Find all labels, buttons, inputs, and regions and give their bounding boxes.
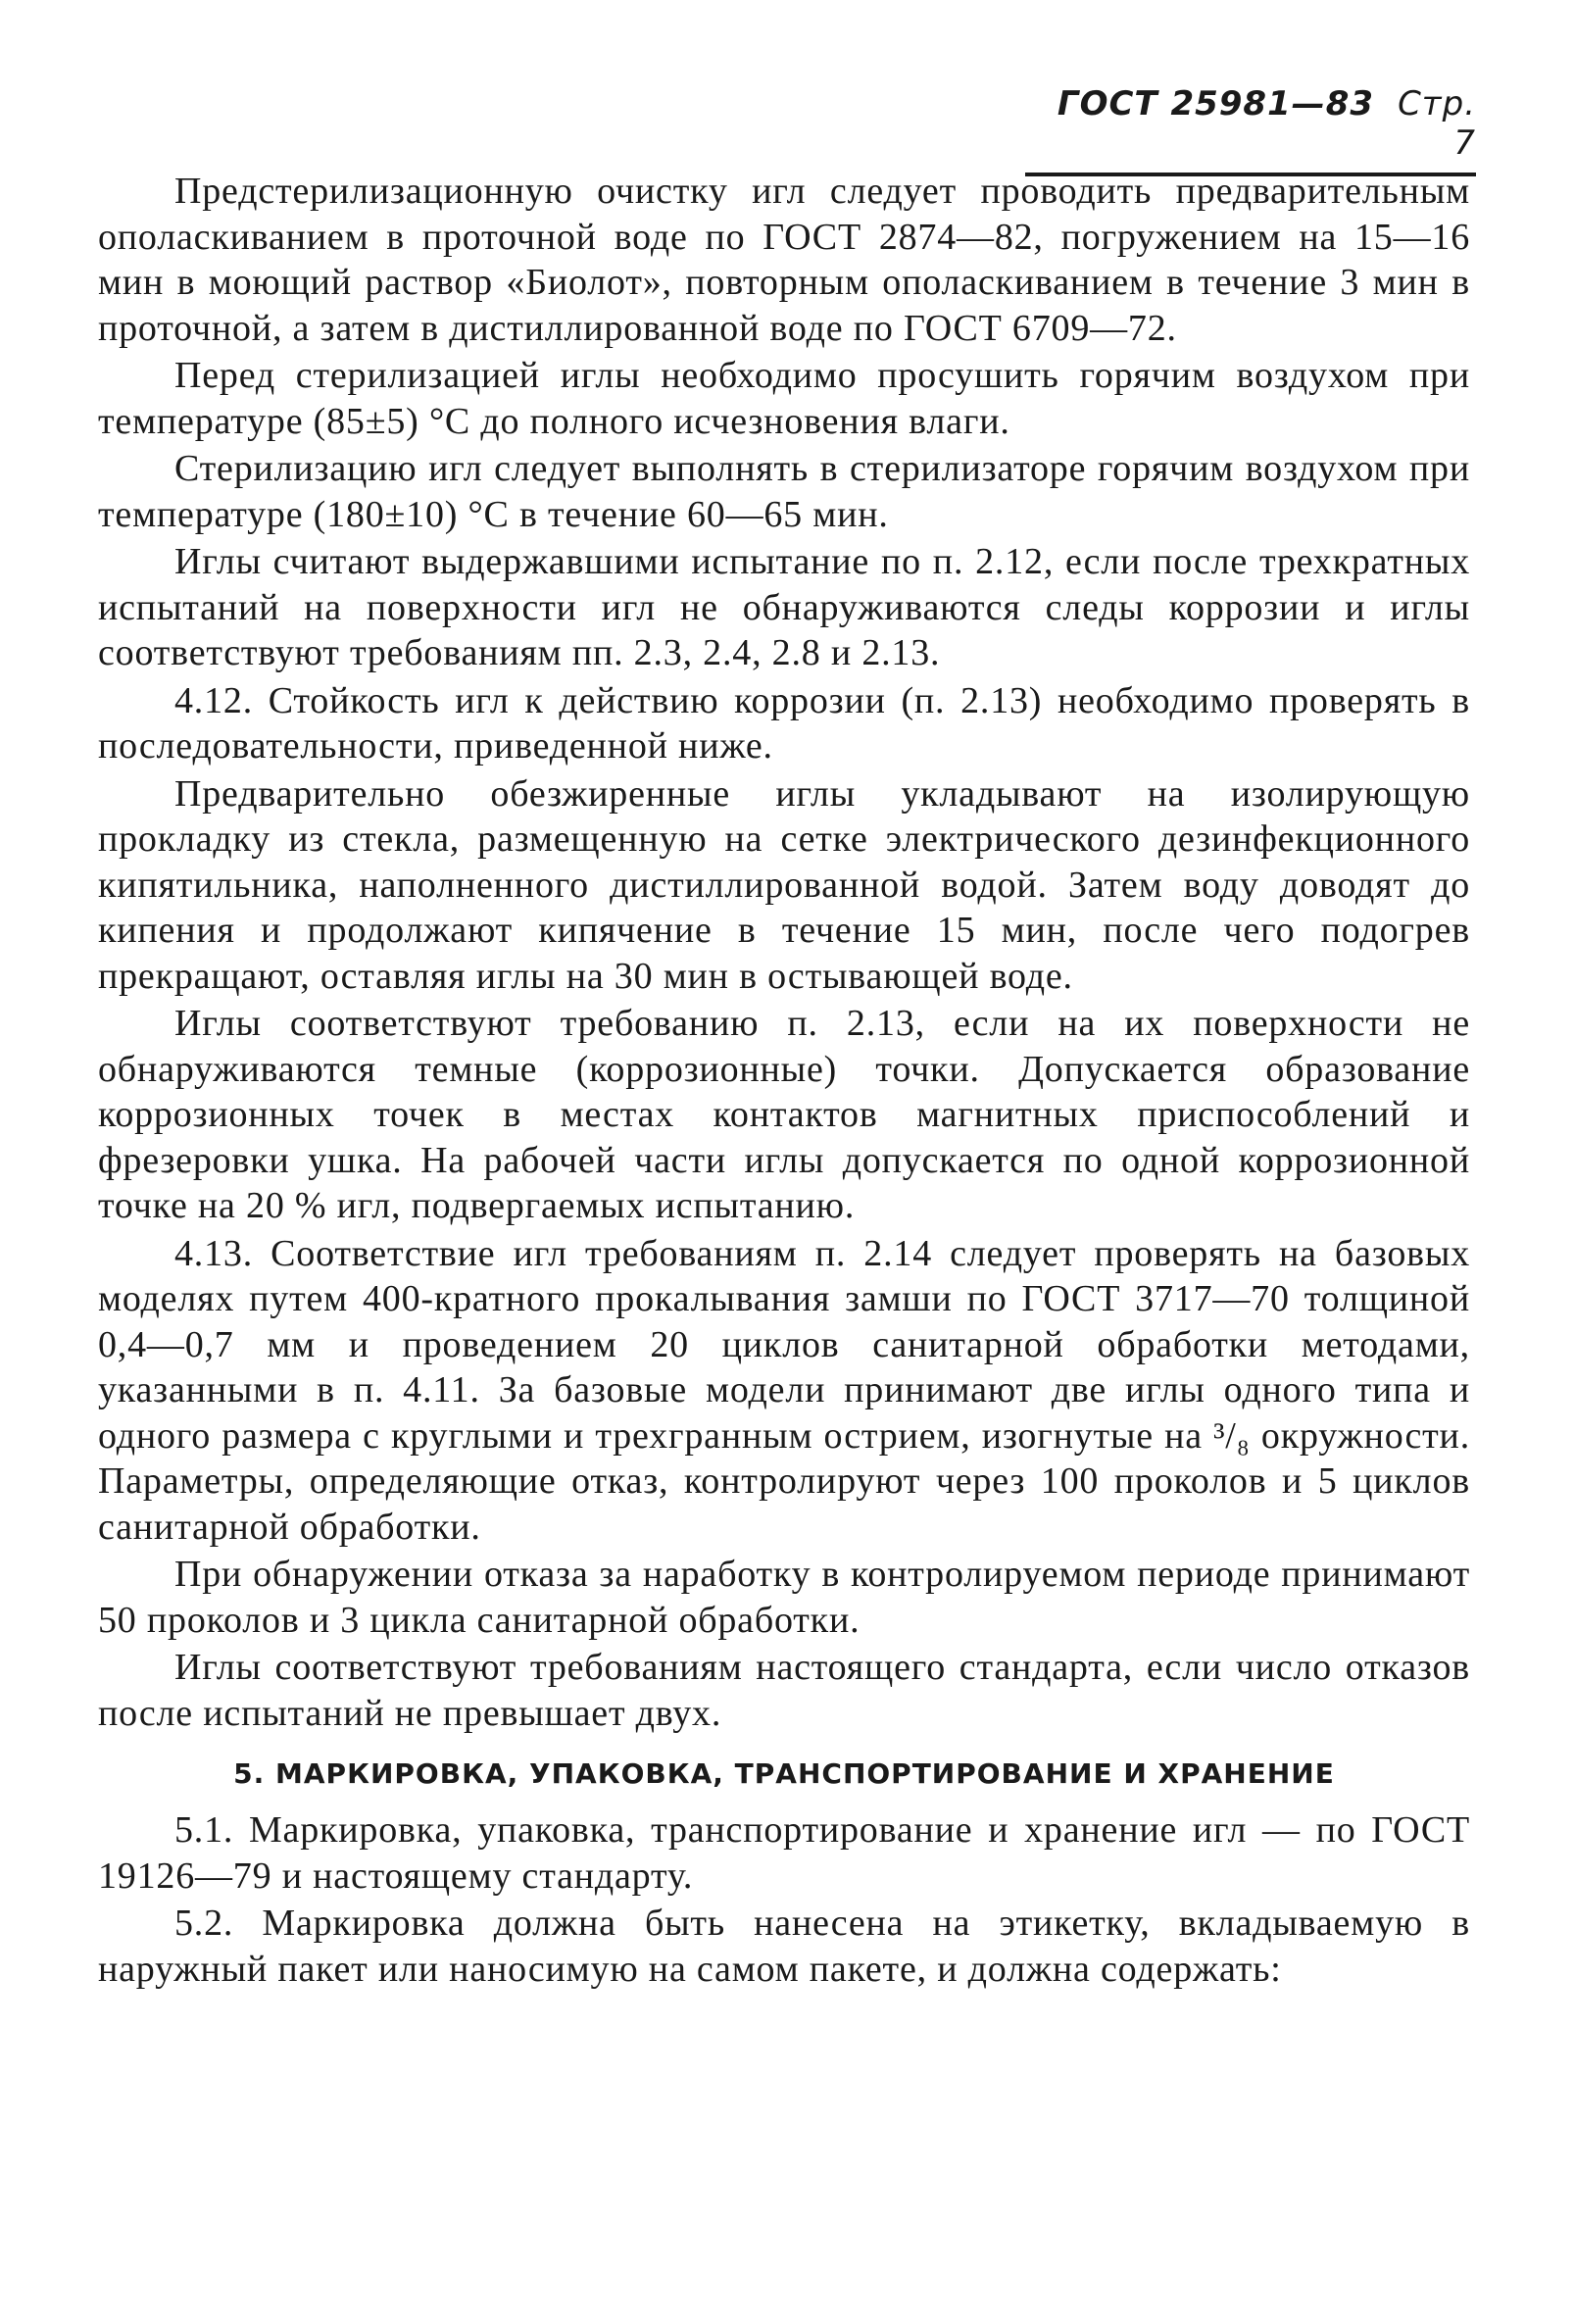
paragraph-sterilization: Стерилизацию игл следует выполнять в стерилизаторе горячим воздухом при температуре (180±10) °С в течение 60—65 мин. [98,448,1470,535]
page-header [1025,84,1476,176]
paragraph-5-1: 5.1. Маркировка, упаковка, транспортирование и хранение игл — по ГОСТ 19126—79 и настоящему стандарту. [98,1809,1470,1897]
paragraph-5-2: 5.2. Маркировка должна быть нанесена на этикетку, вкладываемую в наружный пакет или наносимую на самом пакете, и должна содержать: [98,1903,1470,1990]
paragraph-presterilization-cleaning: Предстерилизационную очистку игл следует проводить предварительным ополаскиванием в проточной воде по ГОСТ 2874—82, погружением на 15—16 мин в моющий раствор «Биолот», повторным ополаскиванием в течение 3 мин в проточной, а затем в дистиллированной воде по ГОСТ 6709—72. [98,171,1470,349]
paragraph-failure-detection: При обнаружении отказа за наработку в контролируемом периоде принимают 50 проколов и 3 цикла санитарной обработки. [98,1554,1470,1641]
paragraph-4-13: 4.13. Соответствие игл требованиям п. 2.14 следует проверять на базовых моделях путем 400-кратного прокалывания замши по ГОСТ 3717—70 толщиной 0,4—0,7 мм и проведением 20 циклов санитарной обработки методами, указанными в п. 4.11. За базовые модели принимают две иглы одного типа и одного размера с круглыми и трехгранным острием, изогнутые на ³/₈ окружности. Параметры, определяющие отказ, контролируют через 100 проколов и 5 циклов санитарной обработки. [98,1232,1470,1548]
paragraph-drying: Перед стерилизацией иглы необходимо просушить горячим воздухом при температуре (85±5) °С до полного исчезновения влаги. [98,355,1470,442]
document-id: ГОСТ 25981—83 [1057,84,1375,124]
document-body [98,169,1470,1994]
paragraph-compliance: Иглы соответствуют требованиям настоящего стандарта, если число отказов после испытаний не превышает двух. [98,1647,1470,1734]
page-number: Стр. 7 [1398,84,1476,163]
paragraph-test-passed: Иглы считают выдержавшими испытание по п. 2.12, если после трехкратных испытаний на поверхности игл не обнаруживаются следы коррозии и иглы соответствуют требованиям пп. 2.3, 2.4, 2.8 и 2.13. [98,541,1470,673]
paragraph-4-12: 4.12. Стойкость игл к действию коррозии (п. 2.13) необходимо проверять в последовательности, приведенной ниже. [98,679,1470,766]
paragraph-corrosion-criteria: Иглы соответствуют требованию п. 2.13, если на их поверхности не обнаруживаются темные (коррозионные) точки. Допускается образование коррозионных точек в местах контактов магнитных приспособлений и фрезеровки ушка. На рабочей части иглы допускается по одной коррозионной точке на 20 % игл, подвергаемых испытанию. [98,1003,1470,1226]
paragraph-boiling-procedure: Предварительно обезжиренные иглы укладывают на изолирующую прокладку из стекла, размещенную на сетке электрического дезинфекционного кипятильника, наполненного дистиллированной водой. Затем воду доводят до кипения и продолжают кипячение в течение 15 мин, после чего подогрев прекращают, оставляя иглы на 30 мин в остывающей воде. [98,772,1470,997]
section-heading-5: 5. МАРКИРОВКА, УПАКОВКА, ТРАНСПОРТИРОВАНИЕ И ХРАНЕНИЕ [233,1757,1335,1790]
